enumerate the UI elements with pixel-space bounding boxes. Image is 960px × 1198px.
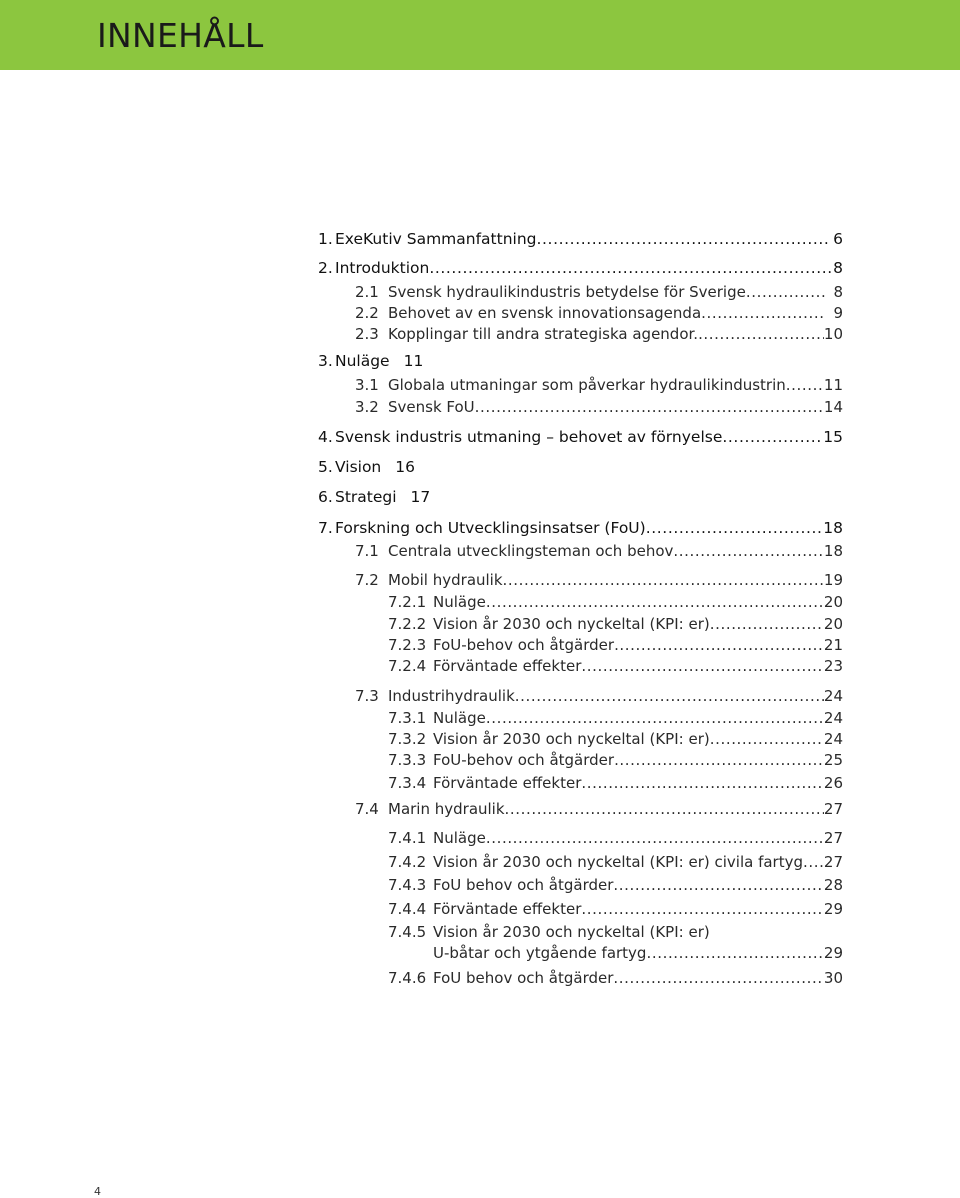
dot-leader: [486, 593, 824, 611]
toc-entry-page: 19: [823, 571, 843, 589]
toc-entry-number: 7.4.1: [388, 829, 427, 847]
dot-leader: [475, 398, 824, 416]
toc-entry[interactable]: [318, 230, 843, 248]
toc-entry-title: Vision år 2030 och nyckeltal (KPI: er) civila fartyg: [433, 853, 803, 871]
toc-entry-page: 8: [833, 283, 843, 301]
toc-entry-number: 7.4.2: [388, 853, 427, 871]
toc-entry-title: U-båtar och ytgående fartyg: [433, 944, 647, 962]
toc-entry-number: 7.3.4: [388, 774, 427, 792]
toc-entry[interactable]: [318, 488, 430, 506]
toc-entry-title: Svensk industris utmaning – behovet av förnyelse: [335, 428, 723, 446]
toc-entry-number: 7.2.3: [388, 636, 427, 654]
toc-entry-title: Nuläge: [433, 709, 486, 727]
toc-entry-title: Nuläge: [433, 829, 486, 847]
dot-leader: [646, 519, 824, 537]
toc-entry[interactable]: [388, 730, 843, 748]
toc-entry-title: ExeKutiv Sammanfattning: [335, 230, 537, 248]
toc-entry[interactable]: [388, 593, 843, 611]
toc-entry-number: 1.: [318, 230, 333, 248]
toc-entry-page: 27: [823, 853, 843, 871]
toc-entry[interactable]: [318, 519, 843, 537]
toc-entry-title: Vision år 2030 och nyckeltal (KPI: er): [433, 730, 710, 748]
dot-leader: [581, 774, 824, 792]
dot-leader: [701, 304, 825, 322]
toc-entry[interactable]: [318, 352, 423, 370]
toc-entry-page: 8: [833, 259, 843, 277]
dot-leader: [503, 571, 824, 589]
toc-entry-title: Förväntade effekter: [433, 900, 582, 918]
dot-leader: [486, 829, 824, 847]
toc-entry-title: Introduktion: [335, 259, 430, 277]
toc-entry-number: 7.: [318, 519, 333, 537]
toc-entry[interactable]: [355, 283, 843, 301]
toc-entry-page: 28: [823, 876, 843, 894]
toc-entry-title: Forskning och Utvecklingsinsatser (FoU): [335, 519, 646, 537]
dot-leader: [581, 657, 824, 675]
toc-entry-page: 15: [823, 428, 843, 446]
toc-entry[interactable]: [388, 923, 724, 941]
toc-entry-page: 20: [823, 615, 843, 633]
dot-leader: [486, 709, 824, 727]
toc-entry-number: 3.1: [355, 376, 379, 394]
toc-entry-number: 5.: [318, 458, 333, 476]
toc-entry-number: 7.4: [355, 800, 379, 818]
toc-entry-title: FoU-behov och åtgärder: [433, 636, 615, 654]
dot-leader: [581, 900, 824, 918]
toc-entry-page: 24: [823, 709, 843, 727]
dot-leader: [673, 542, 824, 560]
toc-entry-page: 14: [823, 398, 843, 416]
dot-leader: [614, 751, 824, 769]
toc-entry-page: 10: [823, 325, 843, 343]
toc-entry-title: Behovet av en svensk innovationsagenda: [388, 304, 702, 322]
toc-entry-title: FoU behov och åtgärder: [433, 969, 614, 987]
toc-entry-number: 3.2: [355, 398, 379, 416]
toc-entry-number: 7.4.5: [388, 923, 427, 941]
toc-entry-number: 7.4.3: [388, 876, 427, 894]
dot-leader: [746, 283, 825, 301]
toc-entry-number: 3.: [318, 352, 333, 370]
toc-entry-title: Globala utmaningar som påverkar hydraulikindustrin: [388, 376, 786, 394]
dot-leader: [515, 687, 824, 705]
toc-entry-page: 24: [823, 687, 843, 705]
dot-leader: [505, 800, 824, 818]
dot-leader: [710, 730, 824, 748]
toc-entry-title: Mobil hydraulik: [388, 571, 503, 589]
toc-entry[interactable]: [355, 398, 843, 416]
toc-entry[interactable]: [388, 709, 843, 727]
toc-entry-page: 24: [823, 730, 843, 748]
toc-entry-number: 2.: [318, 259, 333, 277]
toc-entry-number: 2.3: [355, 325, 379, 343]
toc-entry-page: 20: [823, 593, 843, 611]
toc-entry-page: 26: [823, 774, 843, 792]
toc-entry[interactable]: [388, 657, 843, 675]
toc-entry-page: 21: [823, 636, 843, 654]
dot-leader: [710, 615, 824, 633]
toc-entry-number: 7.3.1: [388, 709, 427, 727]
toc-entry-number: 7.3.3: [388, 751, 427, 769]
toc-entry-number: 6.: [318, 488, 333, 506]
toc-entry-title: Centrala utvecklingsteman och behov: [388, 542, 674, 560]
toc-entry-number: 7.3: [355, 687, 379, 705]
toc-entry-title: Svensk hydraulikindustris betydelse för Sverige: [388, 283, 746, 301]
toc-entry-title: FoU-behov och åtgärder: [433, 751, 615, 769]
dot-leader: [614, 636, 824, 654]
toc-entry[interactable]: [388, 751, 843, 769]
toc-entry-number: 7.1: [355, 542, 379, 560]
toc-entry[interactable]: [318, 428, 843, 446]
dot-leader: [722, 428, 823, 446]
dot-leader: [646, 944, 823, 962]
toc-entry-number: 7.2.1: [388, 593, 427, 611]
toc-entry[interactable]: [355, 571, 843, 589]
toc-entry-title: Vision år 2030 och nyckeltal (KPI: er): [433, 615, 710, 633]
toc-entry-title: Kopplingar till andra strategiska agendor.: [388, 325, 699, 343]
toc-entry-number: 2.2: [355, 304, 379, 322]
toc-entry-page: 29: [823, 944, 843, 962]
toc-entry-title: FoU behov och åtgärder: [433, 876, 614, 894]
toc-entry[interactable]: [355, 376, 843, 394]
page-number: 4: [94, 1185, 101, 1198]
toc-entry-title: Strategi: [335, 488, 397, 506]
toc-entry-number: 7.2.2: [388, 615, 427, 633]
toc-entry-number: 7.2: [355, 571, 379, 589]
toc-entry[interactable]: [388, 615, 843, 633]
toc-entry-page: 17: [410, 488, 431, 506]
toc-entry-number: 7.4.4: [388, 900, 427, 918]
toc-entry-title: Förväntade effekter: [433, 774, 582, 792]
toc-entry[interactable]: [388, 829, 843, 847]
toc-entry[interactable]: [388, 944, 843, 962]
dot-leader: [537, 230, 832, 248]
toc-entry-title: Svensk FoU: [388, 398, 475, 416]
toc-entry-page: 27: [823, 829, 843, 847]
dot-leader: [429, 259, 831, 277]
dot-leader: [786, 376, 824, 394]
toc-entry-page: 27: [823, 800, 843, 818]
toc-entry[interactable]: [318, 458, 415, 476]
toc-entry-title: Marin hydraulik: [388, 800, 505, 818]
toc-entry-number: 7.4.6: [388, 969, 427, 987]
toc-entry-title: Nuläge: [433, 593, 486, 611]
toc-entry-number: 2.1: [355, 283, 379, 301]
toc-entry[interactable]: [388, 636, 843, 654]
toc-entry[interactable]: [355, 304, 843, 322]
toc-entry[interactable]: [388, 969, 843, 987]
toc-entry-page: 18: [823, 542, 843, 560]
toc-entry-page: 25: [823, 751, 843, 769]
toc-entry-page: 18: [823, 519, 843, 537]
toc-entry[interactable]: [355, 542, 843, 560]
toc-entry-title: Förväntade effekter: [433, 657, 582, 675]
toc-entry-title: Industrihydraulik: [388, 687, 515, 705]
toc-entry-page: 16: [395, 458, 415, 476]
toc-entry[interactable]: [355, 800, 843, 818]
toc-entry-number: 4.: [318, 428, 333, 446]
dot-leader: [613, 969, 824, 987]
toc-entry-page: 11: [823, 376, 843, 394]
toc-entry-page: 23: [823, 657, 843, 675]
toc-entry[interactable]: [388, 876, 843, 894]
toc-entry-title: Nuläge: [335, 352, 390, 370]
toc-entry-page: 29: [823, 900, 843, 918]
toc-entry[interactable]: [388, 853, 843, 871]
toc-entry[interactable]: [355, 687, 843, 705]
toc-entry-title: Vision: [335, 458, 382, 476]
dot-leader: [803, 853, 824, 871]
toc-entry-page: 6: [833, 230, 843, 248]
toc-entry-number: 7.2.4: [388, 657, 427, 675]
toc-entry-number: 7.3.2: [388, 730, 427, 748]
toc-entry[interactable]: [355, 325, 843, 343]
toc-entry-page: 11: [403, 352, 424, 370]
toc-entry-title: Vision år 2030 och nyckeltal (KPI: er): [433, 923, 710, 941]
toc-entry-page: 30: [823, 969, 843, 987]
toc-entry[interactable]: [318, 259, 843, 277]
dot-leader: [698, 325, 824, 343]
toc-entry-page: 9: [833, 304, 843, 322]
toc-entry[interactable]: [388, 900, 843, 918]
toc-entry[interactable]: [388, 774, 843, 792]
dot-leader: [613, 876, 824, 894]
page-title: INNEHÅLL: [97, 16, 264, 55]
